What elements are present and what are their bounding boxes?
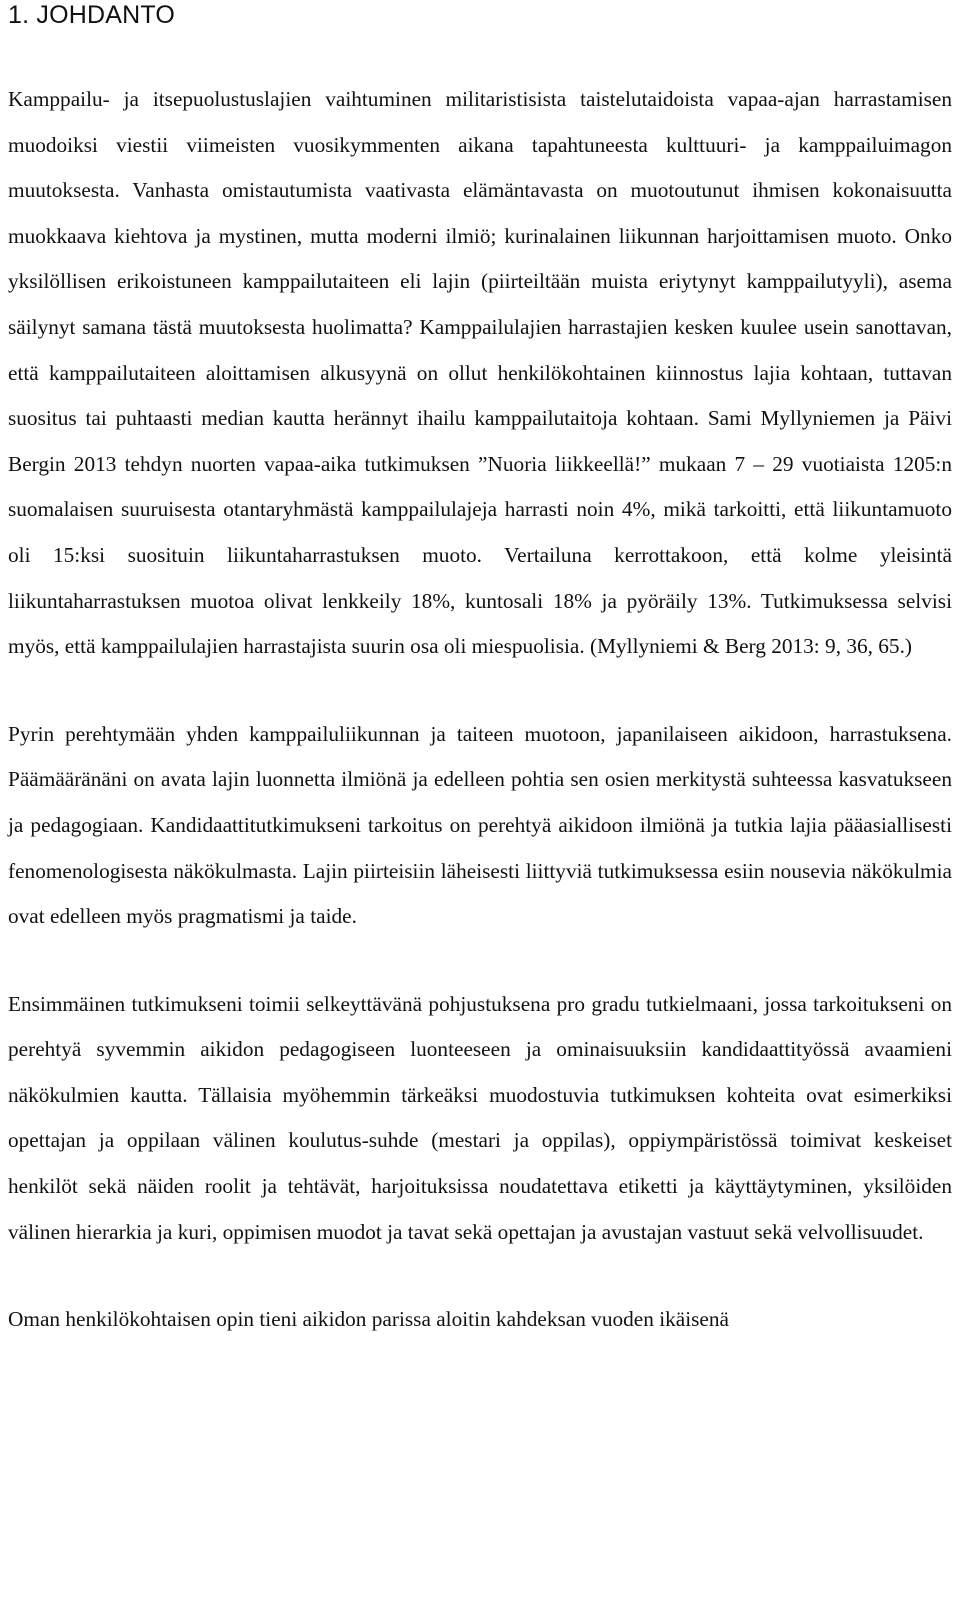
chapter-heading: 1. JOHDANTO — [8, 1, 176, 29]
document-page — [8, 0, 952, 1343]
paragraph-aim: Pyrin perehtymään yhden kamppailuliikunnan ja taiteen muotoon, japanilaiseen aikidoon, harrastuksena. Päämääränäni on avata lajin luonnetta ilmiönä ja edelleen pohtia sen osien merkitystä suhteessa kasvatukseen ja pedagogiaan. Kandidaattitutkimukseni tarkoitus on perehtyä aikidoon ilmiönä ja tutkia lajia pääasiallisesti fenomenologisesta näkökulmasta. Lajin piirteisiin läheisesti liittyviä tutkimuksessa esiin nousevia näkökulmia ovat edelleen myös pragmatismi ja taide. — [8, 721, 952, 929]
paragraph-research-focus: Ensimmäinen tutkimukseni toimii selkeyttävänä pohjustuksena pro gradu tutkielmaani, jossa tarkoitukseni on perehtyä syvemmin aikidon pedagogiseen luonteeseen ja ominaisuuksiin kandidaattityössä avaamieni näkökulmien kautta. Tällaisia myöhemmin tärkeäksi muodostuvia tutkimuksen kohteita ovat esimerkiksi opettajan ja oppilaan välinen koulutus-suhde (mestari ja oppilas), oppiympäristössä toimivat keskeiset henkilöt sekä näiden roolit ja tehtävät, harjoituksissa noudatettava etiketti ja käyttäytyminen, yksilöiden välinen hierarkia ja kuri, oppimisen muodot ja tavat sekä opettajan ja avustajan vastuut sekä velvollisuudet. — [8, 991, 952, 1244]
paragraph-personal-background: Oman henkilökohtaisen opin tieni aikidon parissa aloitin kahdeksan vuoden ikäisenä — [8, 1307, 729, 1332]
paragraph-intro: Kamppailu- ja itsepuolustuslajien vaihtuminen militaristisista taistelutaidoista vapaa-ajan harrastamisen muodoiksi viestii viimeisten vuosikymmenten aikana tapahtuneesta kulttuuri- ja kamppailuimagon muutoksesta. Vanhasta omistautumista vaativasta elämäntavasta on muotoutunut ihmisen kokonaisuutta muokkaava kiehtova ja mystinen, mutta moderni ilmiö; kurinalainen liikunnan harjoittamisen muoto. Onko yksilöllisen erikoistuneen kamppailutaiteen eli lajin (piirteiltään muista eriytynyt kamppailutyyli), asema säilynyt samana tästä muutoksesta huolimatta? Kamppailulajien harrastajien kesken kuulee usein sanottavan, että kamppailutaiteen aloittamisen alkusyynä on ollut henkilökohtainen kiinnostus lajia kohtaan, tuttavan suositus tai puhtaasti median kautta herännyt ihailu kamppailutaitoja kohtaan. Sami Myllyniemen ja Päivi Bergin 2013 tehdyn nuorten vapaa-aika tutkimuksen ”Nuoria liikkeellä!” mukaan 7 – 29 vuotiaista 1205:n suomalaisen suuruisesta otantaryhmästä kamppailulajeja harrasti noin 4%, mikä tarkoitti, että liikuntamuoto oli 15:ksi suosituin liikuntaharrastuksen muoto. Vertailuna kerrottakoon, että kolme yleisintä liikuntaharrastuksen muotoa olivat lenkkeily 18%, kuntosali 18% ja pyöräily 13%. Tutkimuksessa selvisi myös, että kamppailulajien harrastajista suurin osa oli miespuolisia. (Myllyniemi & Berg 2013: 9, 36, 65.) — [8, 87, 952, 659]
